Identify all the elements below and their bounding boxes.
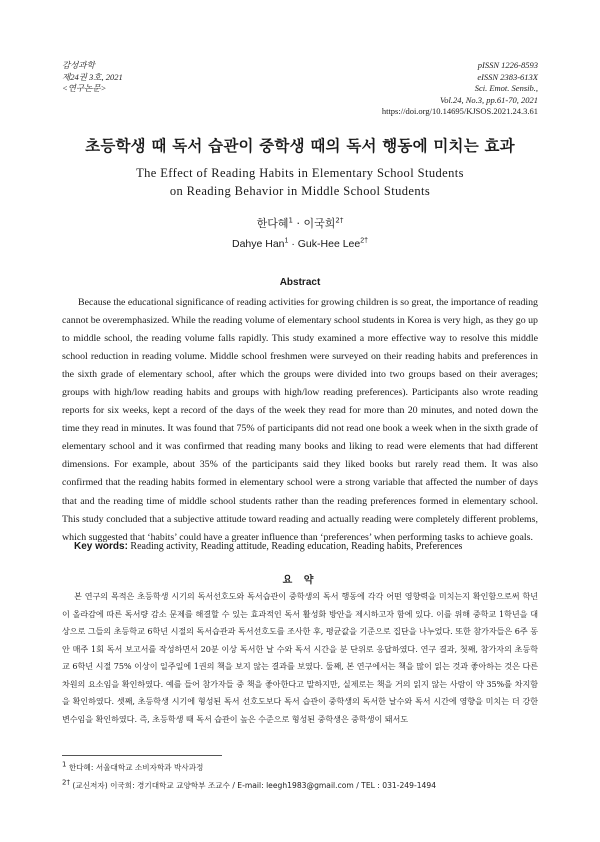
pissn: pISSN 1226-8593 [477, 60, 538, 70]
author-1-en: Dahye Han [231, 238, 285, 250]
korean-summary-body: 본 연구의 목적은 초등학생 시기의 독서선호도와 독서습관이 중학생의 독서 행동에 각각 어떤 영향력을 미치는지 확인함으로써 학년이 올라감에 따른 독서량 감소 문제를 해결할 수 있는 효과적인 독서 활성화 방안을 제시하고자 함에 있다. 이를 위해 중학교 1학년을 대상으로 그들의 초등학교 6학년 시절의 독서습관과 독서선호도를 조사한 후, 평균값을 기준으로 집단을 나누었다. 또한 참가자들은 6주 동안 매주 1회 독서 보고서를 작성하면서 20분 이상 독서한 날 수와 독서 시간을 분 단위로 응답하였다. 연구 결과, 첫째, 참가자의 초등학교 6학년 시절 75% 이상이 일주일에 1권의 책을 보지 않는 결과를 보였다. 둘째, 본 연구에서는 책을 많이 읽는 것과 좋아하는 것은 다른 차원의 요소임을 확인하였다. 예를 들어 참가자들 중 책을 좋아한다고 말하지만, 실제로는 책을 거의 읽지 않는 사람이 약 35%를 차지함을 확인하였다. 셋째, 초등학생 시기에 형성된 독서 선호도보다 독서 습관이 중학생의 독서한 날수와 독서 시간에 영향을 미치는 더 강한 변수임을 확인하였다. 즉, 초등학생 때 독서 습관이 높은 수준으로 형성된 중학생은 중학생이 돼서도 [62, 591, 538, 724]
journal-volume-ko: 제24권 3호, 2021 [62, 71, 123, 82]
journal-name-en: Sci. Emot. Sensib., [474, 83, 538, 93]
author-2-en: Guk-Hee Lee [297, 238, 361, 250]
doi-link[interactable]: https://doi.org/10.14695/KJSOS.2021.24.3.61 [381, 106, 538, 116]
eissn: eISSN 2383-613X [477, 71, 538, 82]
author-1-en-mark: 1 [284, 237, 289, 245]
footnote-1-text: 한다혜: 서울대학교 소비자학과 박사과정 [68, 763, 204, 772]
author-2-ko: 이국희 [303, 217, 336, 230]
journal-header-right [382, 60, 538, 118]
authors-english [0, 238, 600, 250]
abstract-body: Because the educational significance of reading activities for growing children is so great, the importance of reading cannot be overemphasized. While the reading volume of elementary school students in Korea is very high, as they go up to middle school, the reading volume falls rapidly. This study examined a more effective way to resolve this middle school reduction in reading volume. Middle school freshmen were surveyed on their reading habits and preferences in the sixth grade of elementary school, after which the groups were divided into two groups based on their averages; groups with high/low reading habits and groups with high/low reading preferences). Participants also wrote reading reports for six weeks, kept a record of the days of the week they read for more than 20 minutes, and noted down the time they read in minutes. It was found that 75% of participants did not read one book a week when in the sixth grade of elementary school and it was confirmed that reading many books and liking to read were elements that had different dimensions. For example, about 35% of the participants said they liked books but rarely read them. It was also confirmed that the reading habits formed in elementary school were a strong variable that affected the number of days that and the reading time of middle school students rather than the reading preferences formed in elementary school. This study concluded that a subjective attitude toward reading and actually reading were completely different problems, which suggested that ‘habits’ could have a greater influence than ‘preferences’ when performing tasks to achieve goals. [62, 297, 538, 543]
authors-korean [0, 215, 600, 231]
journal-header-left [62, 60, 123, 95]
abstract-heading: Abstract [279, 277, 321, 288]
author-1-ko-mark: 1 [288, 216, 293, 225]
author-2-en-mark: 2† [360, 237, 369, 245]
title-english-line-2: on Reading Behavior in Middle School Students [169, 184, 431, 198]
journal-volume-en: Vol.24, No.3, pp.61-70, 2021 [440, 94, 538, 105]
footnote-2-mark: 2† [62, 778, 70, 787]
title-english-line-1: The Effect of Reading Habits in Elementary School Students [136, 166, 464, 180]
korean-summary-heading: 요 약 [282, 575, 318, 586]
keywords-label: Key words: [74, 541, 128, 552]
footnote-2-text: (교신저자) 이국희: 경기대학교 교양학부 조교수 / E-mail: leegh1983@gmail.com / TEL : 031-249-1494 [72, 781, 437, 790]
author-separator-en: · [288, 238, 298, 250]
author-1-ko: 한다혜 [256, 217, 289, 230]
footnote-1 [62, 762, 203, 773]
article-type-ko: <연구논문> [62, 83, 107, 93]
journal-name-ko: 감성과학 [62, 60, 95, 70]
footnote-2 [62, 780, 436, 791]
footnote-divider [62, 755, 222, 756]
title-english [0, 164, 600, 200]
author-separator-ko: · [293, 217, 304, 230]
keywords-line [74, 541, 544, 552]
title-korean: 초등학생 때 독서 습관이 중학생 때의 독서 행동에 미치는 효과 [85, 137, 515, 155]
footnote-1-mark: 1 [62, 760, 67, 769]
keywords-text: Reading activity, Reading attitude, Reading education, Reading habits, Preferences [130, 541, 463, 552]
author-2-ko-mark: 2† [335, 216, 344, 225]
